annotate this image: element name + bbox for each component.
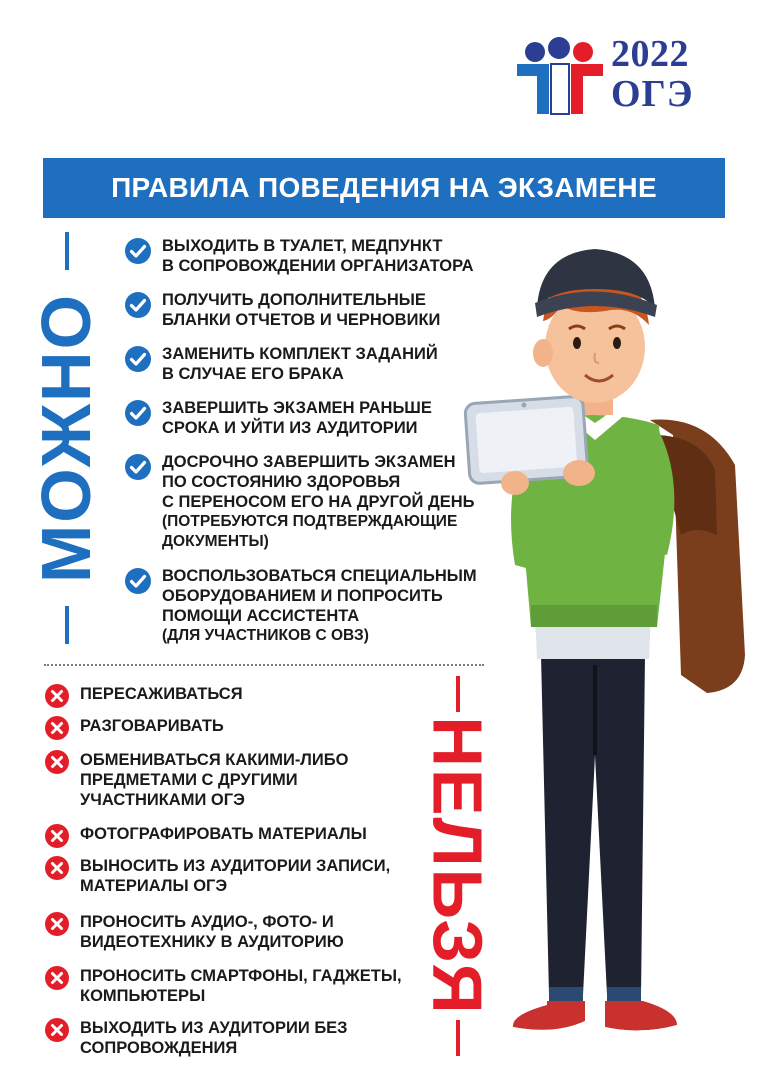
right-shoe bbox=[605, 1001, 677, 1031]
item-line: ПОЛУЧИТЬ ДОПОЛНИТЕЛЬНЫЕ bbox=[162, 291, 426, 309]
forbidden-item-text bbox=[80, 966, 402, 1006]
item-line: СРОКА И УЙТИ ИЗ АУДИТОРИИ bbox=[162, 419, 418, 437]
allowed-item-text bbox=[162, 236, 474, 276]
forbidden-item-text bbox=[80, 824, 367, 849]
x-circle-icon bbox=[44, 855, 70, 881]
item-line: ЗАМЕНИТЬ КОМПЛЕКТ ЗАДАНИЙ bbox=[162, 345, 438, 363]
item-line: ПРЕДМЕТАМИ С ДРУГИМИ bbox=[80, 771, 298, 789]
item-note: (ДЛЯ УЧАСТНИКОВ С ОВЗ) bbox=[162, 627, 369, 644]
check-circle-icon bbox=[124, 453, 152, 481]
item-line: ПО СОСТОЯНИЮ ЗДОРОВЬЯ bbox=[162, 473, 401, 491]
x-circle-icon bbox=[44, 965, 70, 991]
page-title: ПРАВИЛА ПОВЕДЕНИЯ НА ЭКЗАМЕНЕ bbox=[111, 172, 657, 203]
forbidden-item bbox=[44, 856, 424, 896]
x-circle-icon bbox=[44, 683, 70, 709]
forbidden-item bbox=[44, 1018, 424, 1058]
forbidden-item bbox=[44, 750, 424, 810]
forbidden-item-text bbox=[80, 684, 243, 709]
section-divider bbox=[44, 664, 484, 666]
forbidden-item bbox=[44, 912, 424, 952]
forbidden-item bbox=[44, 716, 424, 741]
allowed-item-text bbox=[162, 566, 477, 646]
item-line: СОПРОВОЖДЕНИЯ bbox=[80, 1039, 238, 1057]
forbidden-item-text bbox=[80, 1018, 348, 1058]
check-circle-icon bbox=[124, 345, 152, 373]
item-line: ПОМОЩИ АССИСТЕНТА bbox=[162, 607, 360, 625]
item-line: БЛАНКИ ОТЧЕТОВ И ЧЕРНОВИКИ bbox=[162, 311, 441, 329]
x-circle-icon bbox=[44, 1017, 70, 1043]
forbidden-item-text bbox=[80, 856, 390, 896]
forbidden-item-text bbox=[80, 750, 348, 810]
item-line: ВЫХОДИТЬ ИЗ АУДИТОРИИ БЕЗ bbox=[80, 1019, 348, 1037]
forbidden-item bbox=[44, 684, 424, 709]
x-circle-icon bbox=[44, 823, 70, 849]
forbidden-item bbox=[44, 966, 424, 1006]
allowed-line-bottom bbox=[65, 606, 69, 644]
forbidden-item-text bbox=[80, 912, 344, 952]
item-line: ВЫХОДИТЬ В ТУАЛЕТ, МЕДПУНКТ bbox=[162, 237, 443, 255]
allowed-line-top bbox=[65, 232, 69, 270]
item-line: В СЛУЧАЕ ЕГО БРАКА bbox=[162, 365, 344, 383]
check-circle-icon bbox=[124, 237, 152, 265]
logo-name: ОГЭ bbox=[611, 73, 694, 115]
allowed-heading bbox=[27, 232, 106, 644]
check-circle-icon bbox=[124, 291, 152, 319]
item-line: ОБМЕНИВАТЬСЯ КАКИМИ-ЛИБО bbox=[80, 751, 349, 769]
item-line: КОМПЬЮТЕРЫ bbox=[80, 987, 206, 1005]
item-line: ЗАВЕРШИТЬ ЭКЗАМЕН РАНЬШЕ bbox=[162, 399, 432, 417]
x-circle-icon bbox=[44, 749, 70, 775]
logo-year: 2022 bbox=[611, 33, 689, 75]
forbidden-label: НЕЛЬЗЯ bbox=[419, 716, 498, 1016]
item-line: ВОСПОЛЬЗОВАТЬСЯ СПЕЦИАЛЬНЫМ bbox=[162, 567, 477, 585]
allowed-label: МОЖНО bbox=[27, 292, 106, 584]
item-line: С ПЕРЕНОСОМ ЕГО НА ДРУГОЙ ДЕНЬ bbox=[162, 493, 475, 511]
forbidden-item-text bbox=[80, 716, 224, 741]
allowed-item-text bbox=[162, 290, 440, 330]
item-line: ПРОНОСИТЬ АУДИО-, ФОТО- И bbox=[80, 913, 334, 931]
item-note: ДОКУМЕНТЫ) bbox=[162, 533, 269, 550]
item-line: ВЫНОСИТЬ ИЗ АУДИТОРИИ ЗАПИСИ, bbox=[80, 857, 391, 875]
item-line: ФОТОГРАФИРОВАТЬ МАТЕРИАЛЫ bbox=[80, 825, 367, 843]
x-circle-icon bbox=[44, 911, 70, 937]
check-circle-icon bbox=[124, 399, 152, 427]
allowed-item-text bbox=[162, 452, 475, 552]
allowed-item-text bbox=[162, 344, 438, 384]
x-circle-icon bbox=[44, 715, 70, 741]
item-line: РАЗГОВАРИВАТЬ bbox=[80, 717, 224, 735]
allowed-item-text bbox=[162, 398, 432, 438]
item-line: ПРОНОСИТЬ СМАРТФОНЫ, ГАДЖЕТЫ, bbox=[80, 967, 402, 985]
item-line: ПЕРЕСАЖИВАТЬСЯ bbox=[80, 685, 243, 703]
oge-logo bbox=[513, 30, 723, 120]
item-line: В СОПРОВОЖДЕНИИ ОРГАНИЗАТОРА bbox=[162, 257, 474, 275]
item-line: ВИДЕОТЕХНИКУ В АУДИТОРИЮ bbox=[80, 933, 344, 951]
forbidden-item bbox=[44, 824, 424, 849]
item-note: (ПОТРЕБУЮТСЯ ПОДТВЕРЖДАЮЩИЕ bbox=[162, 513, 458, 530]
student-illustration bbox=[445, 235, 755, 1065]
check-circle-icon bbox=[124, 567, 152, 595]
item-line: МАТЕРИАЛЫ ОГЭ bbox=[80, 877, 228, 895]
title-banner bbox=[43, 158, 725, 218]
logo-emblem-icon bbox=[513, 34, 609, 118]
item-line: УЧАСТНИКАМИ ОГЭ bbox=[80, 791, 245, 809]
item-line: ОБОРУДОВАНИЕМ И ПОПРОСИТЬ bbox=[162, 587, 443, 605]
item-line: ДОСРОЧНО ЗАВЕРШИТЬ ЭКЗАМЕН bbox=[162, 453, 456, 471]
